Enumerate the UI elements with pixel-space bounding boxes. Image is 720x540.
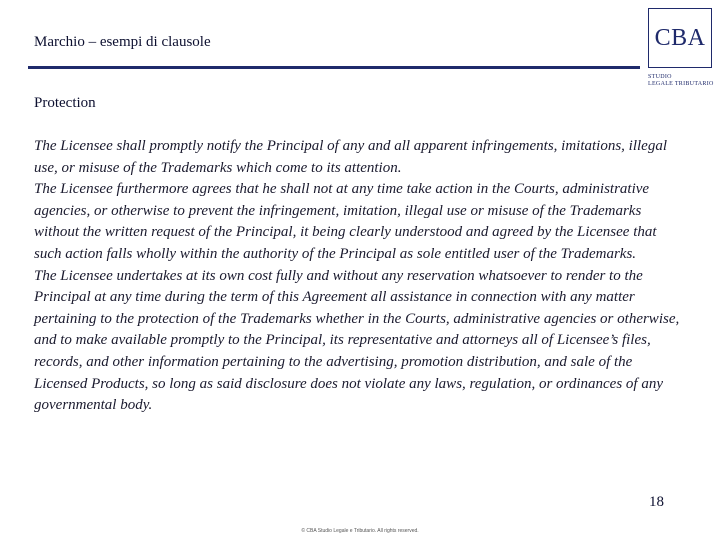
logo-subtitle-line-1: STUDIO bbox=[648, 74, 672, 80]
page-number: 18 bbox=[649, 494, 664, 510]
cba-logo bbox=[648, 8, 712, 90]
clause-paragraph-2: The Licensee furthermore agrees that he shall not at any time take action in the Courts, administrative agencies, or otherwise to prevent the infringement, imitation, illegal use or misuse of the Trademarks without the written request of the Principal, it being clearly understood and agreed by the Licensee that such action falls wholly within the authority of the Principal as sole entitled user of the Trademarks. bbox=[34, 181, 657, 262]
logo-subtitle-line-2: LEGALE TRIBUTARIO bbox=[648, 81, 714, 87]
logo-subtitle bbox=[648, 74, 716, 88]
logo-frame bbox=[648, 8, 712, 68]
clause-paragraph-3: The Licensee undertakes at its own cost fully and without any reservation whatsoever to render to the Principal at any time during the term of this Agreement all assistance in connection with any matter pertaining to the protection of the Trademarks whether in the Courts, administrative agencies or otherwise, and to make available promptly to the Principal, its representative and attorneys all of Licensee’s files, records, and other information pertaining to the advertising, promotion distribution, and sale of the Licensed Products, so long as said disclosure does not violate any laws, regulation, or ordinances of any governmental body. bbox=[34, 267, 680, 414]
copyright-footer: © CBA Studio Legale e Tributario. All rights reserved. bbox=[301, 528, 419, 534]
section-heading: Protection bbox=[34, 95, 96, 111]
clause-body bbox=[34, 136, 684, 417]
slide-title: Marchio – esempi di clausole bbox=[34, 34, 211, 50]
logo-mark: CBA bbox=[654, 25, 706, 51]
title-divider bbox=[28, 66, 640, 69]
clause-paragraph-1: The Licensee shall promptly notify the Principal of any and all apparent infringements, imitations, illegal use, or misuse of the Trademarks which come to its attention. bbox=[34, 138, 667, 176]
